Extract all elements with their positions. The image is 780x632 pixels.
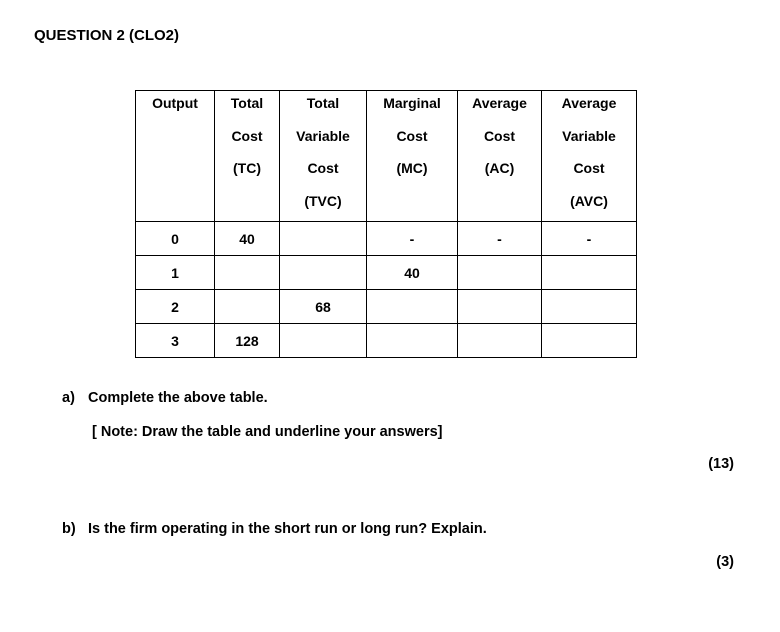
table-cell (542, 290, 637, 324)
table-row (136, 290, 637, 324)
question-b-label: b) (62, 521, 76, 537)
table-cell (458, 256, 542, 290)
table-cell: - (458, 222, 542, 256)
question-a-label: a) (62, 390, 75, 406)
table-cell (458, 324, 542, 358)
header-average-variable-cost: Average Variable Cost (AVC) (542, 91, 637, 222)
table-cell (542, 324, 637, 358)
table-cell: 2 (136, 290, 215, 324)
table-cell (215, 290, 280, 324)
table-cell: 0 (136, 222, 215, 256)
question-title: QUESTION 2 (CLO2) (34, 27, 180, 44)
question-a-text: Complete the above table. (88, 390, 268, 406)
header-total-cost: Total Cost (TC) (215, 91, 280, 222)
table-cell (367, 290, 458, 324)
question-a-note: [ Note: Draw the table and underline your answers] (92, 424, 443, 440)
header-total-variable-cost: Total Variable Cost (TVC) (280, 91, 367, 222)
table-cell: 68 (280, 290, 367, 324)
table-cell: - (542, 222, 637, 256)
table-cell (280, 324, 367, 358)
table-row (136, 256, 637, 290)
header-marginal-cost: Marginal Cost (MC) (367, 91, 458, 222)
header-average-cost: Average Cost (AC) (458, 91, 542, 222)
table-cell (367, 324, 458, 358)
question-a-marks: (13) (708, 456, 734, 472)
question-a (62, 390, 268, 406)
table-header-row (136, 91, 637, 222)
header-output: Output (136, 91, 215, 222)
table-cell (280, 256, 367, 290)
table-cell: 40 (215, 222, 280, 256)
table-row (136, 222, 637, 256)
table-cell: 3 (136, 324, 215, 358)
question-b-text: Is the firm operating in the short run or long run? Explain. (88, 521, 487, 537)
table-cell (542, 256, 637, 290)
table-row (136, 324, 637, 358)
table-cell: - (367, 222, 458, 256)
table-cell (215, 256, 280, 290)
table-cell: 1 (136, 256, 215, 290)
question-b (62, 521, 487, 537)
table-cell (458, 290, 542, 324)
table-cell: 40 (367, 256, 458, 290)
cost-table (135, 90, 637, 358)
question-b-marks: (3) (716, 554, 734, 570)
table-cell (280, 222, 367, 256)
table-cell: 128 (215, 324, 280, 358)
